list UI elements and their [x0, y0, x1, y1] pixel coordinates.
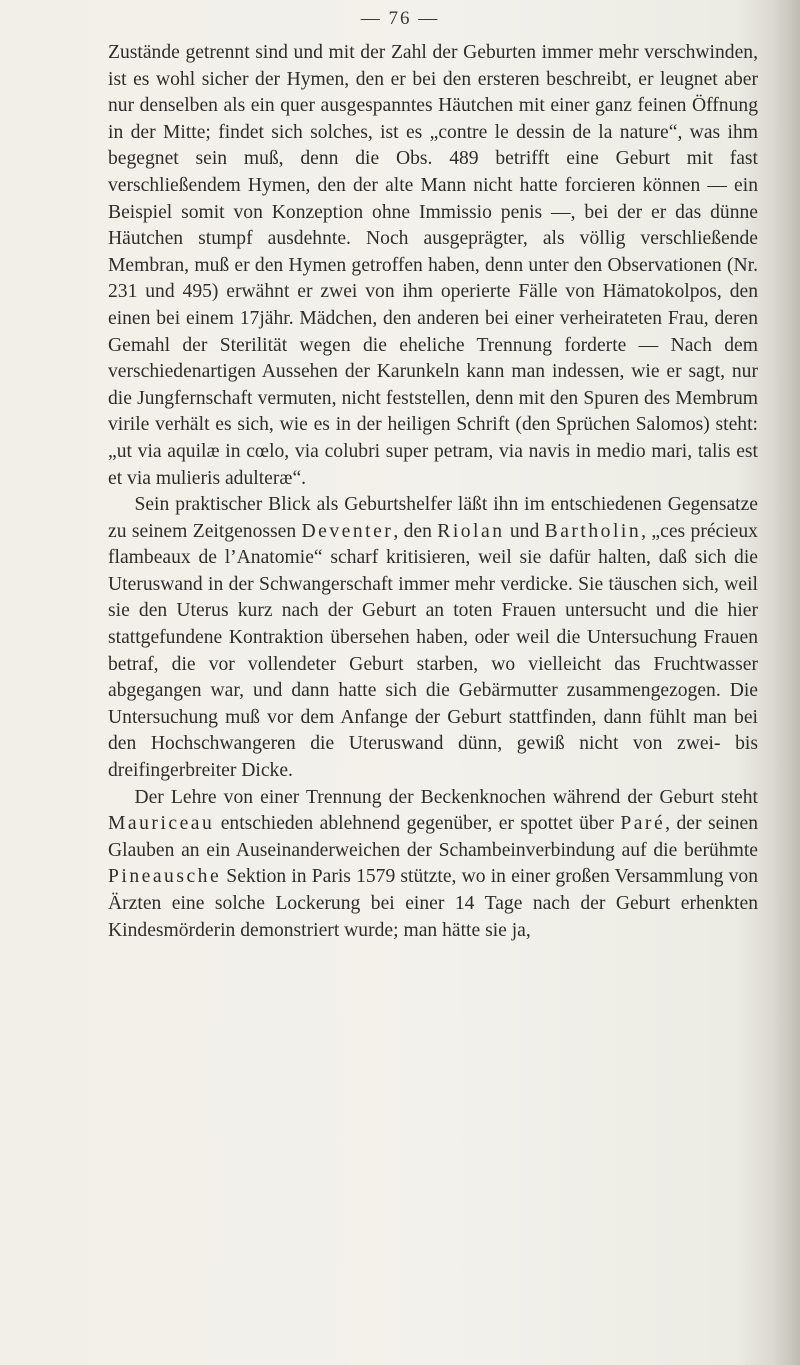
- paragraph: [108, 785, 758, 945]
- name-spaced: Paré: [620, 813, 666, 835]
- page-number: — 76 —: [360, 8, 440, 29]
- name-spaced: Pineausche: [108, 866, 222, 888]
- text-segment: , der seinen Glauben an ein Auseinanderweichen der Schambeinverbindung auf die berühmte: [108, 813, 758, 861]
- text-segment: Zustände getrennt sind und mit der Zahl der Geburten immer mehr verschwinden, ist es wohl sicher der Hymen, den er bei den ersteren beschreibt, er leugnet aber nur denselben als ein quer ausgespanntes Häutchen mit einer ganz feinen Öffnung in der Mitte; findet sich solches, ist es „contre le dessin de la nature“, was ihm begegnet sein muß, denn die Obs. 489 betrifft eine Geburt mit fast verschließendem Hymen, den der alte Mann nicht hatte forcieren können — ein Beispiel somit von Konzeption ohne Immissio penis —, bei der er das dünne Häutchen stumpf ausdehnte. Noch ausgeprägter, als völlig verschließende Membran, muß er den Hymen getroffen haben, denn unter den Observationen (Nr. 231 und 495) erwähnt er zwei von ihm operierte Fälle von Hämatokolpos, den einen bei einem 17jähr. Mädchen, den anderen bei einer verheirateten Frau, deren Gemahl der Sterilität wegen die eheliche Trennung forderte — Nach dem verschiedenartigen Aussehen der Karunkeln kann man indessen, wie er sagt, nur die Jungfernschaft vermuten, nicht feststellen, denn mit den Spuren des Membrum virile verhält es sich, wie es in der heiligen Schrift (den Sprüchen Salomos) steht: „ut via aquilæ in cœlo, via colubri super petram, via navis in medio mari, talis est et via mulieris adulteræ“.: [108, 42, 758, 489]
- text-segment: und: [504, 520, 545, 542]
- paragraph: [108, 492, 758, 785]
- text-segment: Sein praktischer Blick als Geburtshelfer läßt ihn im entschiedenen Gegensatze zu seinem Zeitgenossen: [108, 494, 758, 542]
- name-spaced: Mauriceau: [108, 813, 215, 835]
- body-text: [108, 40, 758, 944]
- name-spaced: Riolan: [437, 520, 505, 542]
- text-segment: , „ces précieux flambeaux de l’Anatomie“ scharf kritisieren, weil sie dafür halten, daß sich die Uteruswand in der Schwangerschaft immer mehr verdicke. Sie täuschen sich, weil sie den Uterus kurz nach der Geburt an toten Frauen untersucht und die hier stattgefundene Kontraktion übersehen haben, oder weil die Untersuchung Frauen betraf, die vor vollendeter Geburt starben, wo vielleicht das Fruchtwasser abgegangen war, und dann hatte sich die Gebärmutter zusammengezogen. Die Untersuchung muß vor dem Anfange der Geburt stattfinden, dann fühlt man bei den Hochschwangeren die Uteruswand dünn, gewiß nicht von zwei- bis dreifingerbreiter Dicke.: [108, 520, 758, 782]
- paragraph: [108, 40, 758, 492]
- name-spaced: Deventer: [301, 520, 394, 542]
- text-segment: Sektion in Paris 1579 stützte, wo in einer großen Versammlung von Ärzten eine solche Lockerung bei einer 14 Tage nach der Geburt erhenkten Kindesmörderin demonstriert wurde; man hätte sie ja,: [108, 866, 758, 941]
- text-segment: entschieden ablehnend gegenüber, er spottet über: [214, 813, 621, 835]
- page-edge-shadow: [774, 0, 800, 1365]
- text-segment: Der Lehre von einer Trennung der Beckenknochen während der Geburt steht: [134, 786, 758, 808]
- text-segment: , den: [393, 520, 438, 542]
- name-spaced: Bartholin: [544, 520, 642, 542]
